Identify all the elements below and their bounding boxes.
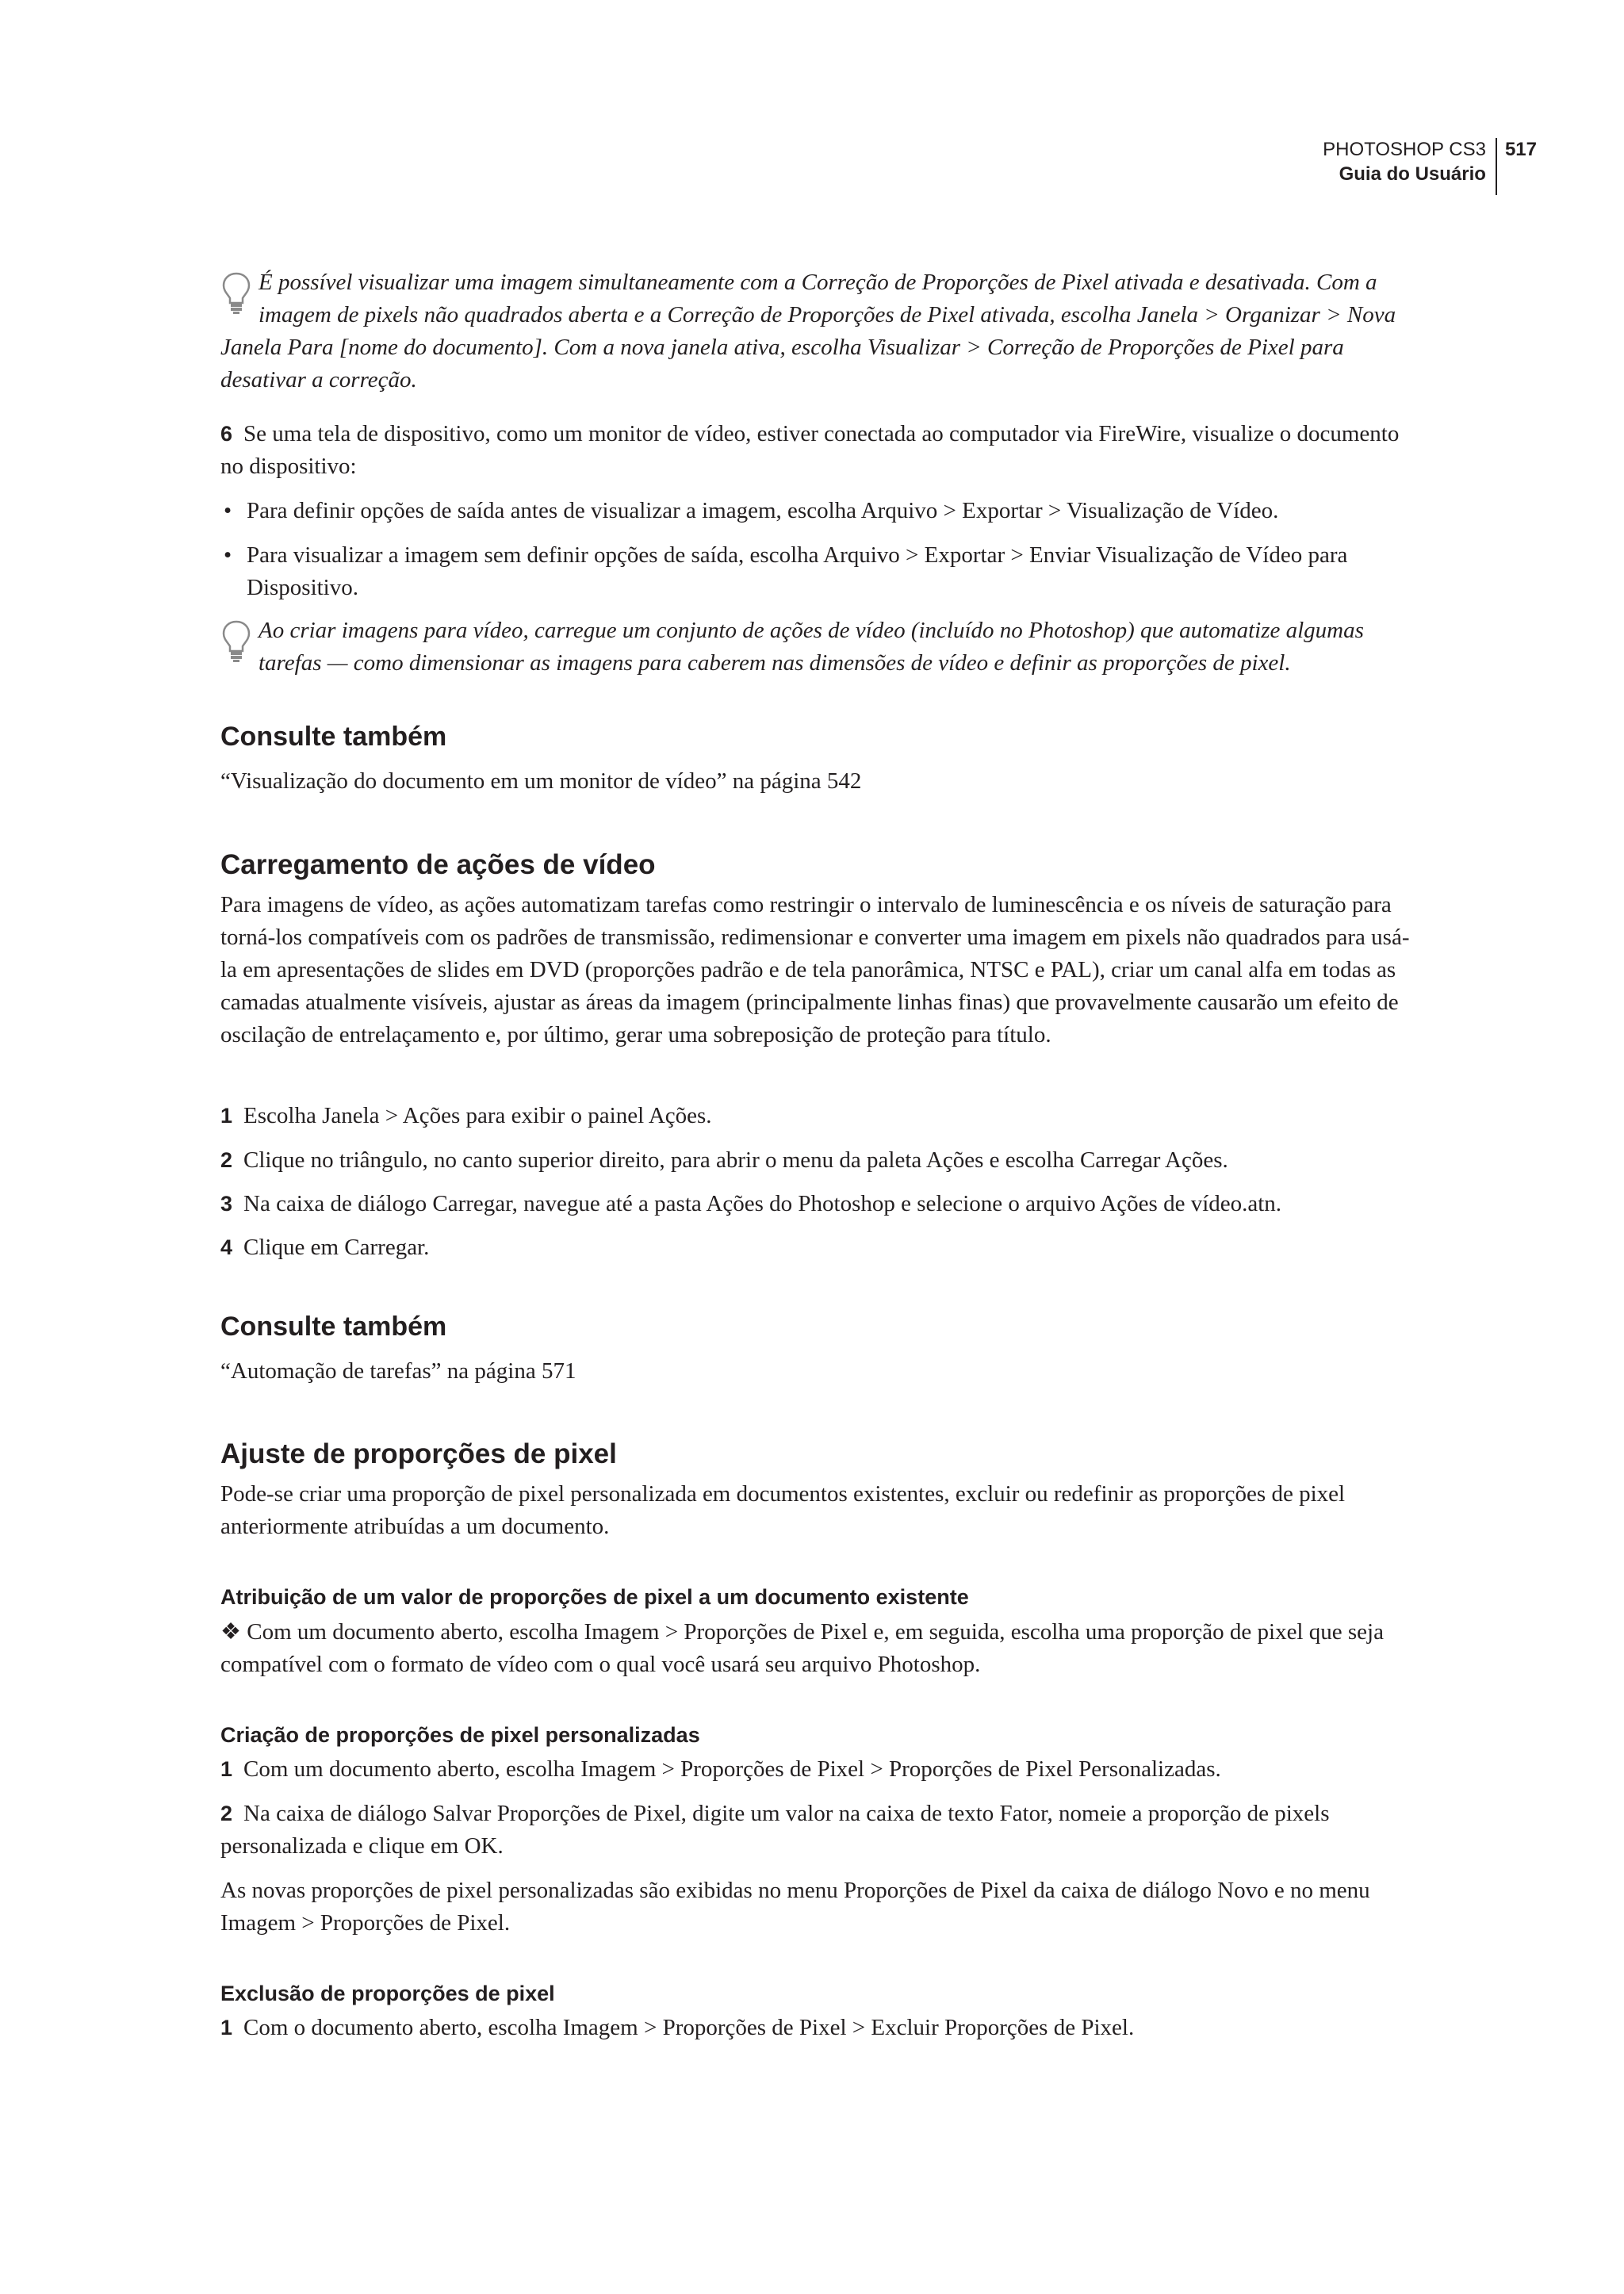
step-number: 1 [220,1757,233,1781]
step-text: Se uma tela de dispositivo, como um monitor de vídeo, estiver conectada ao computador via FireWire, visualize o documento no dispositivo: [220,421,1400,479]
tip2-line2: tarefas — como dimensionar as imagens para caberem nas dimensões de vídeo e definir as proporções de pixel. [259,650,1291,676]
step-number: 3 [220,1192,233,1216]
step-text: Na caixa de diálogo Carregar, navegue até a pasta Ações do Photoshop e selecione o arquivo Ações de vídeo.atn. [243,1191,1282,1216]
custom-step-2 [220,1798,1410,1863]
delete-step-1 [220,2012,1410,2044]
bullet-mark: • [224,542,232,568]
see-also-heading: Consulte também [220,1312,447,1342]
tip-block-1 [220,266,1410,396]
tip1-line1: É possível visualizar uma imagem simultaneamente com a Correção de Proporções de Pixel ativada e desativada. Com a [259,270,1377,295]
see-also-heading: Consulte também [220,722,447,752]
step-text: Clique em Carregar. [243,1235,430,1260]
section-heading-load-actions: Carregamento de ações de vídeo [220,849,656,880]
header-product: PHOTOSHOP CS3 [1323,139,1486,160]
step-number: 6 [220,422,233,446]
page-number: 517 [1504,139,1537,160]
load-step-3 [220,1188,1410,1220]
load-step-1 [220,1100,1410,1132]
section-load-intro: Para imagens de vídeo, as ações automatizam tarefas como restringir o intervalo de luminescência e os níveis de saturação para torná-los compatíveis com os padrões de transmissão, redimensionar e converter uma imagem em pixels não quadrados para usá-la em apresentações de slides em DVD (proporções padrão e de tela panorâmica, NTSC e PAL), criar um canal alfa em todas as camadas atualmente visíveis, ajustar as áreas da imagem (principalmente linhas finas) que provavelmente causarão um efeito de oscilação de entrelaçamento e, por último, gerar uma sobreposição de proteção para título. [220,892,1410,1047]
custom-step-1 [220,1753,1410,1786]
section-adjust-intro: Pode-se criar uma proporção de pixel personalizada em documentos existentes, excluir ou redefinir as proporções de pixel anteriormente atribuídas a um documento. [220,1481,1346,1539]
header-guide-title: Guia do Usuário [1339,163,1486,185]
step-number: 2 [220,1802,233,1825]
load-step-4 [220,1231,1410,1264]
bullet-text: Para definir opções de saída antes de visualizar a imagem, escolha Arquivo > Exportar > Visualização de Vídeo. [247,498,1279,523]
page-body [220,0,1410,2294]
see-also-link[interactable]: “Visualização do documento em um monitor de vídeo” na página 542 [220,768,862,794]
see-also-link[interactable]: “Automação de tarefas” na página 571 [220,1358,576,1384]
subheading-create-custom: Criação de proporções de pixel personalizadas [220,1723,700,1747]
step-text: Com um documento aberto, escolha Imagem > Proporções de Pixel > Proporções de Pixel Personalizadas. [243,1756,1221,1782]
step-number: 1 [220,1104,233,1128]
section-heading-adjust-pixel: Ajuste de proporções de pixel [220,1438,617,1469]
tip1-line2: imagem de pixels não quadrados aberta e a Correção de Proporções de Pixel ativada, escolha Janela > Organizar > Nova [259,302,1396,327]
step-6 [220,418,1410,483]
step-number: 4 [220,1235,233,1259]
diamond-bullet-icon: ❖ [220,1619,241,1645]
step-text: Na caixa de diálogo Salvar Proporções de Pixel, digite um valor na caixa de texto Fator, nomeie a proporção de pixels personalizada e clique em OK. [220,1801,1330,1859]
assign-value-text: Com um documento aberto, escolha Imagem > Proporções de Pixel e, em seguida, escolha uma proporção de pixel que seja compatível com o formato de vídeo com o qual você usará seu arquivo Photoshop. [220,1619,1384,1677]
lightbulb-icon [220,619,252,664]
tip1-line4: desativar a correção. [220,367,417,393]
assign-value-step [220,1616,1410,1681]
step-text: Escolha Janela > Ações para exibir o painel Ações. [243,1103,712,1128]
tip-block-2 [220,615,1410,680]
bullet-text: Para visualizar a imagem sem definir opções de saída, escolha Arquivo > Exportar > Enviar Visualização de Vídeo para Dispositivo. [247,542,1348,600]
step-text: Clique no triângulo, no canto superior direito, para abrir o menu da paleta Ações e escolha Carregar Ações. [243,1147,1228,1173]
step-number: 1 [220,2016,233,2039]
lightbulb-icon [220,271,252,316]
tip1-line3: Janela Para [nome do documento]. Com a nova janela ativa, escolha Visualizar > Correção de Proporções de Pixel para [220,335,1344,360]
custom-note: As novas proporções de pixel personalizadas são exibidas no menu Proporções de Pixel da caixa de diálogo Novo e no menu Imagem > Proporções de Pixel. [220,1878,1370,1936]
tip2-line1: Ao criar imagens para vídeo, carregue um conjunto de ações de vídeo (incluído no Photoshop) que automatize algumas [259,618,1364,643]
step-number: 2 [220,1148,233,1172]
load-step-2 [220,1144,1410,1177]
subheading-delete: Exclusão de proporções de pixel [220,1982,555,2005]
bullet-mark: • [224,498,232,523]
step-text: Com o documento aberto, escolha Imagem > Proporções de Pixel > Excluir Proporções de Pixel. [243,2015,1135,2040]
bullet-item [220,495,1436,527]
subheading-assign-value: Atribuição de um valor de proporções de pixel a um documento existente [220,1585,969,1609]
bullet-item [220,539,1436,604]
